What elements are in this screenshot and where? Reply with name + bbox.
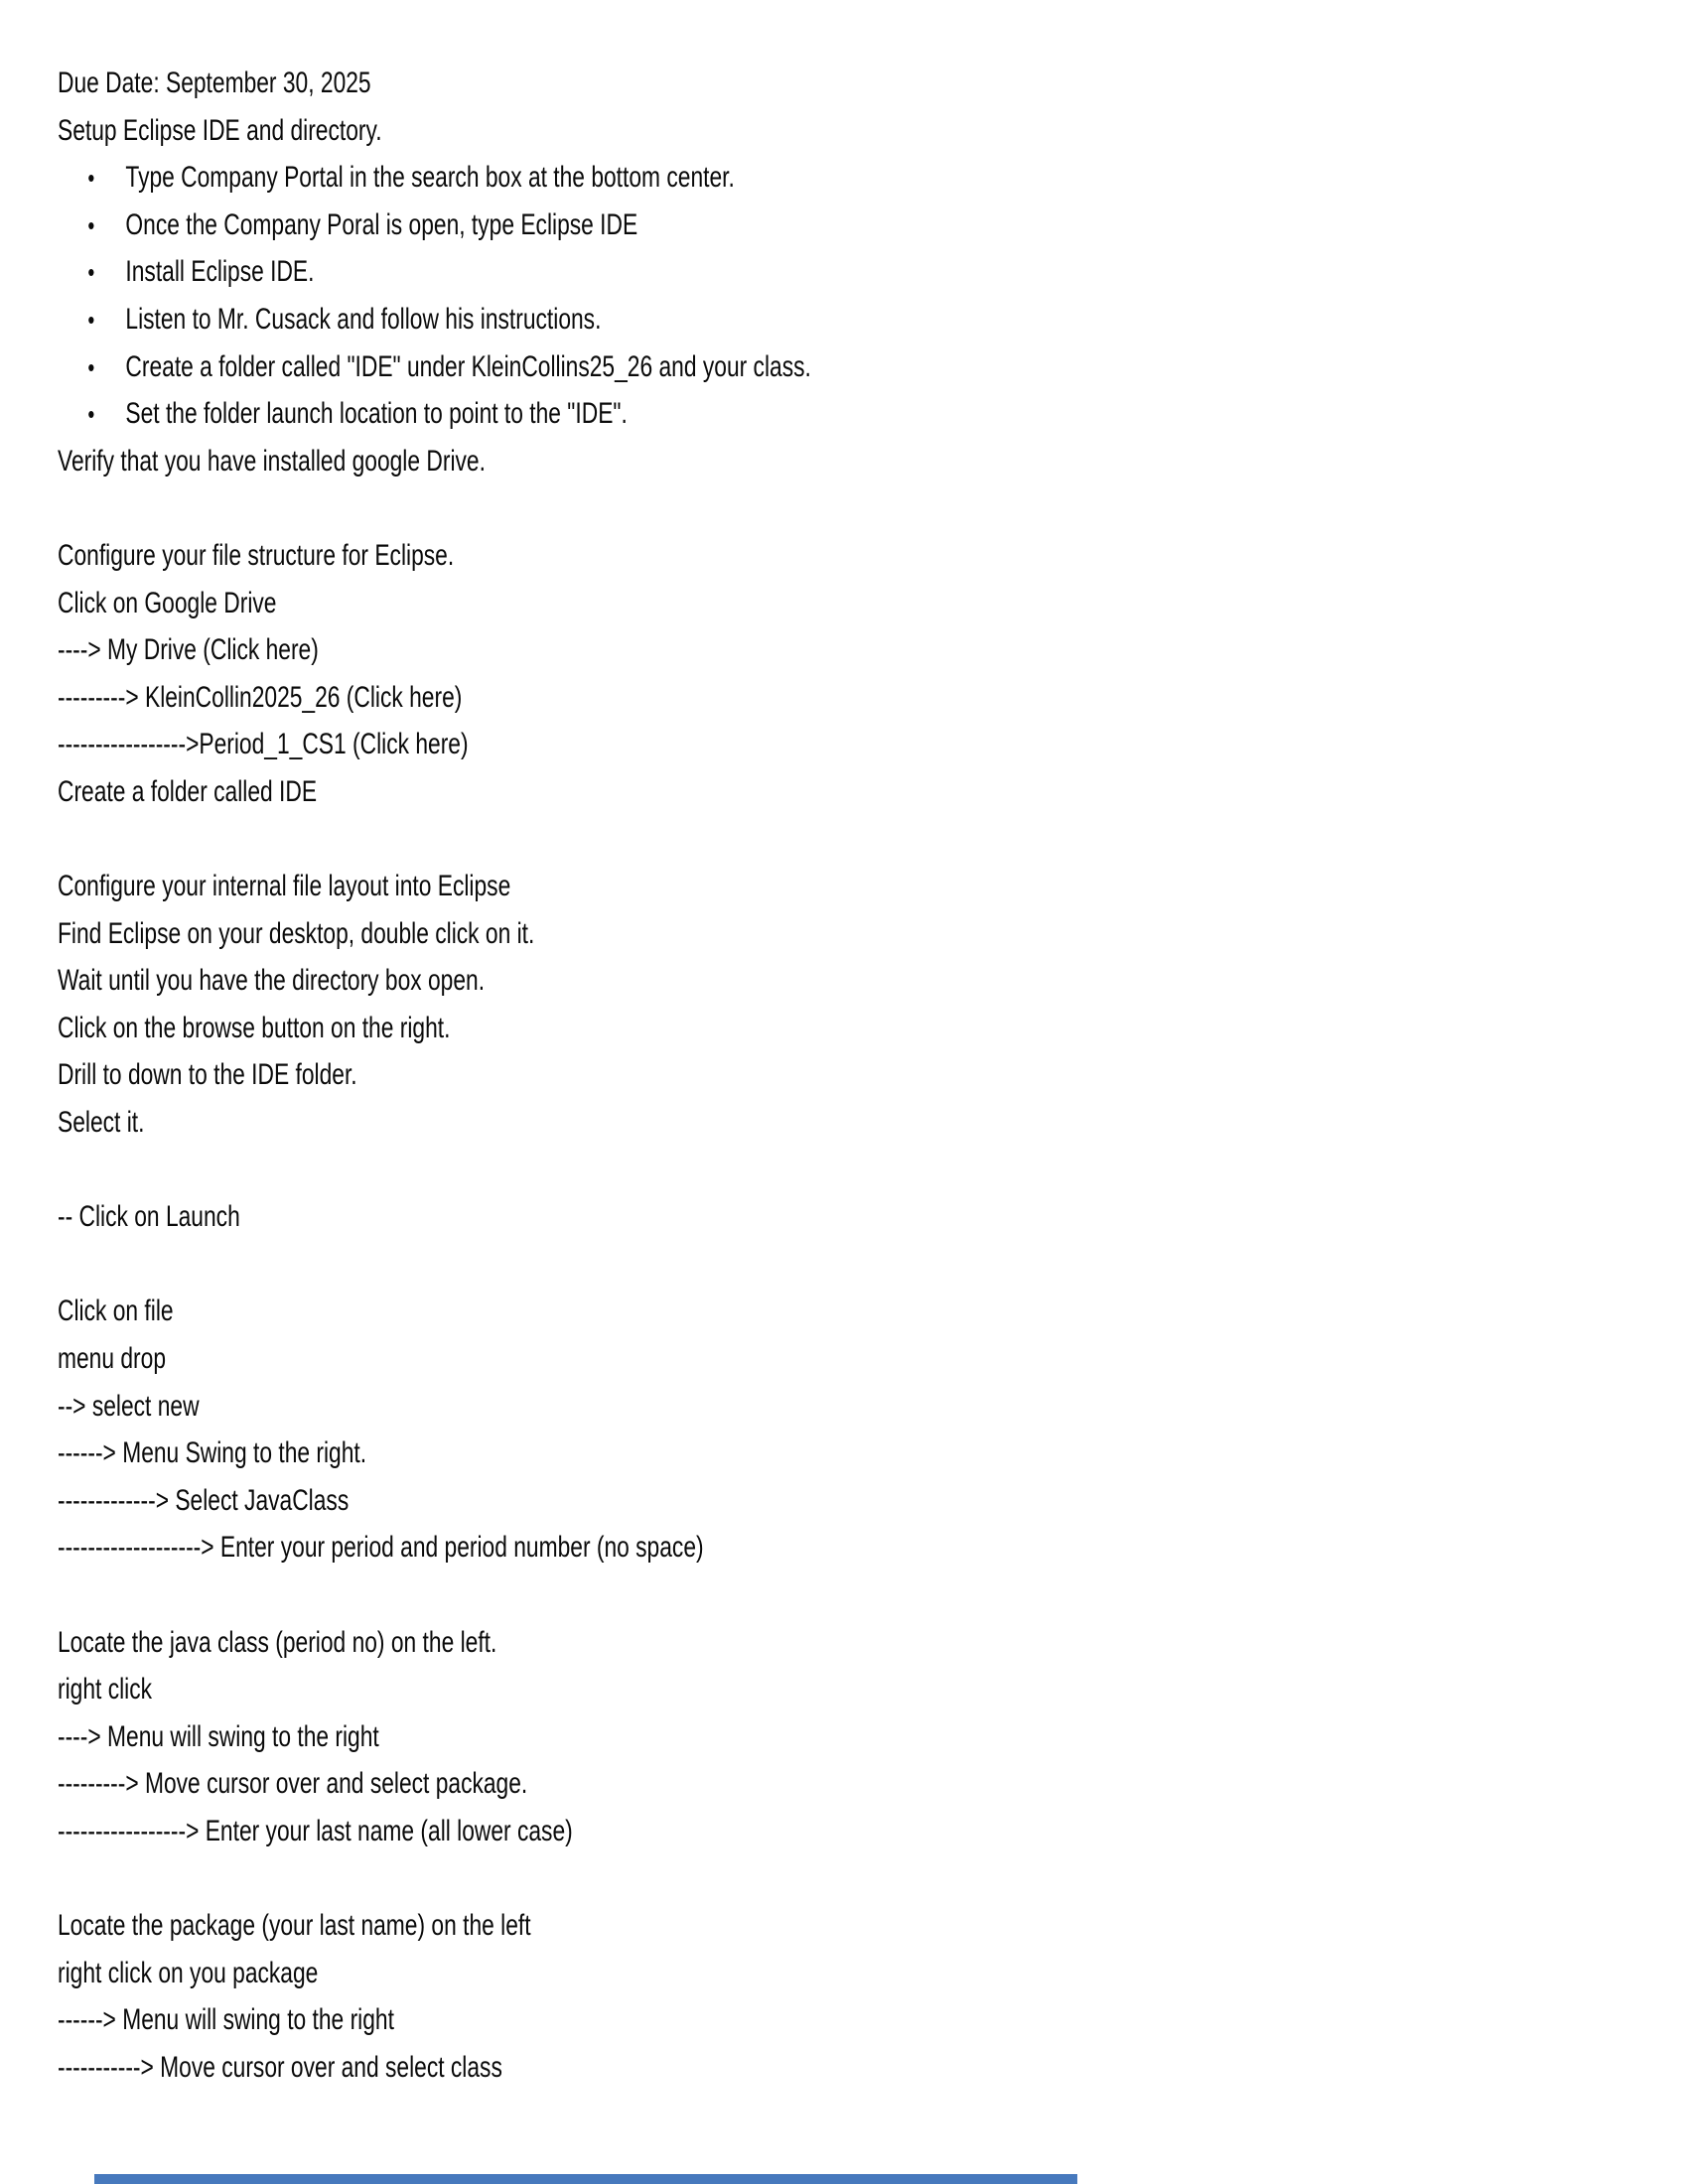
bullet-item	[58, 248, 1235, 296]
line-text: Due Date: September 30, 2025	[58, 67, 371, 99]
text-line	[58, 1430, 1235, 1477]
text-line	[58, 2044, 1235, 2092]
blank-line	[58, 1571, 1235, 1619]
line-text: Verify that you have installed google Drive.	[58, 444, 486, 478]
text-line	[58, 1996, 1235, 2044]
bullet-item	[58, 296, 1235, 343]
text-line	[58, 1619, 1235, 1667]
bullet-item	[58, 390, 1235, 438]
line-text: ------> Menu will swing to the right	[58, 2003, 394, 2037]
text-line	[58, 957, 1235, 1005]
bullet-icon: •	[87, 399, 95, 430]
blank-line	[58, 1147, 1235, 1194]
text-line	[58, 1335, 1235, 1383]
line-text: Locate the java class (period no) on the left.	[58, 1625, 497, 1659]
line-text: ----> My Drive (Click here)	[58, 633, 319, 667]
document-body	[58, 60, 1607, 2092]
bullet-text: Type Company Portal in the search box at the bottom center.	[125, 161, 735, 195]
bullet-text: Install Eclipse IDE.	[125, 255, 315, 289]
line-text: Configure your file structure for Eclipse.	[58, 538, 455, 572]
text-line	[58, 721, 1235, 768]
bullet-icon: •	[87, 351, 95, 382]
line-text: ------> Menu Swing to the right.	[58, 1436, 367, 1470]
text-line	[58, 863, 1235, 910]
bullet-icon: •	[87, 257, 95, 288]
line-text: Find Eclipse on your desktop, double click on it.	[58, 916, 535, 950]
bullet-text: Create a folder called "IDE" under KleinCollins25_26 and your class.	[125, 349, 811, 383]
text-line	[58, 1288, 1235, 1335]
text-line	[58, 1713, 1235, 1761]
bullet-icon: •	[87, 163, 95, 194]
text-line	[58, 107, 1235, 155]
bullet-item	[58, 154, 1235, 202]
text-line	[58, 532, 1235, 580]
text-line	[58, 1477, 1235, 1525]
text-line	[58, 1524, 1235, 1571]
line-text: ----------------->Period_1_CS1 (Click here)	[58, 728, 469, 761]
blank-line	[58, 1241, 1235, 1289]
text-line	[58, 1193, 1235, 1241]
line-text: Drill to down to the IDE folder.	[58, 1058, 357, 1092]
line-text: Wait until you have the directory box open.	[58, 964, 486, 998]
text-line	[58, 1383, 1235, 1431]
line-text: Locate the package (your last name) on the left	[58, 1909, 531, 1943]
line-text: Select it.	[58, 1106, 145, 1140]
bottom-blue-bar	[94, 2174, 1077, 2184]
line-text: Setup Eclipse IDE and directory.	[58, 113, 382, 147]
bullet-text: Once the Company Poral is open, type Eclipse IDE	[125, 207, 638, 241]
line-text: menu drop	[58, 1342, 167, 1376]
bullet-icon: •	[87, 304, 95, 335]
text-line	[58, 1808, 1235, 1855]
bullet-icon: •	[87, 209, 95, 240]
line-text: -------------> Select JavaClass	[58, 1483, 350, 1517]
text-line	[58, 1051, 1235, 1099]
bullet-text: Listen to Mr. Cusack and follow his instructions.	[125, 302, 602, 336]
line-text: -- Click on Launch	[58, 1200, 240, 1234]
line-text: -------------------> Enter your period and period number (no space)	[58, 1531, 704, 1565]
text-line	[58, 1950, 1235, 1997]
line-text: Click on Google Drive	[58, 586, 277, 619]
text-line	[58, 768, 1235, 816]
blank-line	[58, 484, 1235, 532]
bullet-item	[58, 343, 1235, 391]
bullet-text: Set the folder launch location to point to the "IDE".	[125, 397, 628, 431]
text-line	[58, 1099, 1235, 1147]
line-text: right click	[58, 1673, 153, 1706]
text-line	[58, 580, 1235, 627]
text-line	[58, 674, 1235, 722]
text-line	[58, 1760, 1235, 1808]
line-text: Create a folder called IDE	[58, 774, 318, 808]
blank-line	[58, 816, 1235, 864]
blank-line	[58, 1855, 1235, 1903]
text-line	[58, 1902, 1235, 1950]
line-text: Configure your internal file layout into Eclipse	[58, 870, 511, 903]
line-text: right click on you package	[58, 1956, 319, 1989]
text-line	[58, 626, 1235, 674]
line-text: ---------> KleinCollin2025_26 (Click here)	[58, 680, 463, 714]
bullet-item	[58, 202, 1235, 249]
line-text: ---------> Move cursor over and select package.	[58, 1767, 528, 1801]
text-line	[58, 1005, 1235, 1052]
line-text: ----> Menu will swing to the right	[58, 1719, 379, 1753]
line-text: --> select new	[58, 1389, 200, 1423]
line-text: -----------> Move cursor over and select class	[58, 2050, 502, 2084]
text-line	[58, 910, 1235, 958]
line-text: Click on file	[58, 1295, 174, 1328]
text-line	[58, 438, 1235, 485]
line-text: Click on the browse button on the right.	[58, 1011, 451, 1044]
line-text: -----------------> Enter your last name (all lower case)	[58, 1814, 573, 1847]
text-line	[58, 1666, 1235, 1713]
text-line	[58, 60, 1235, 107]
